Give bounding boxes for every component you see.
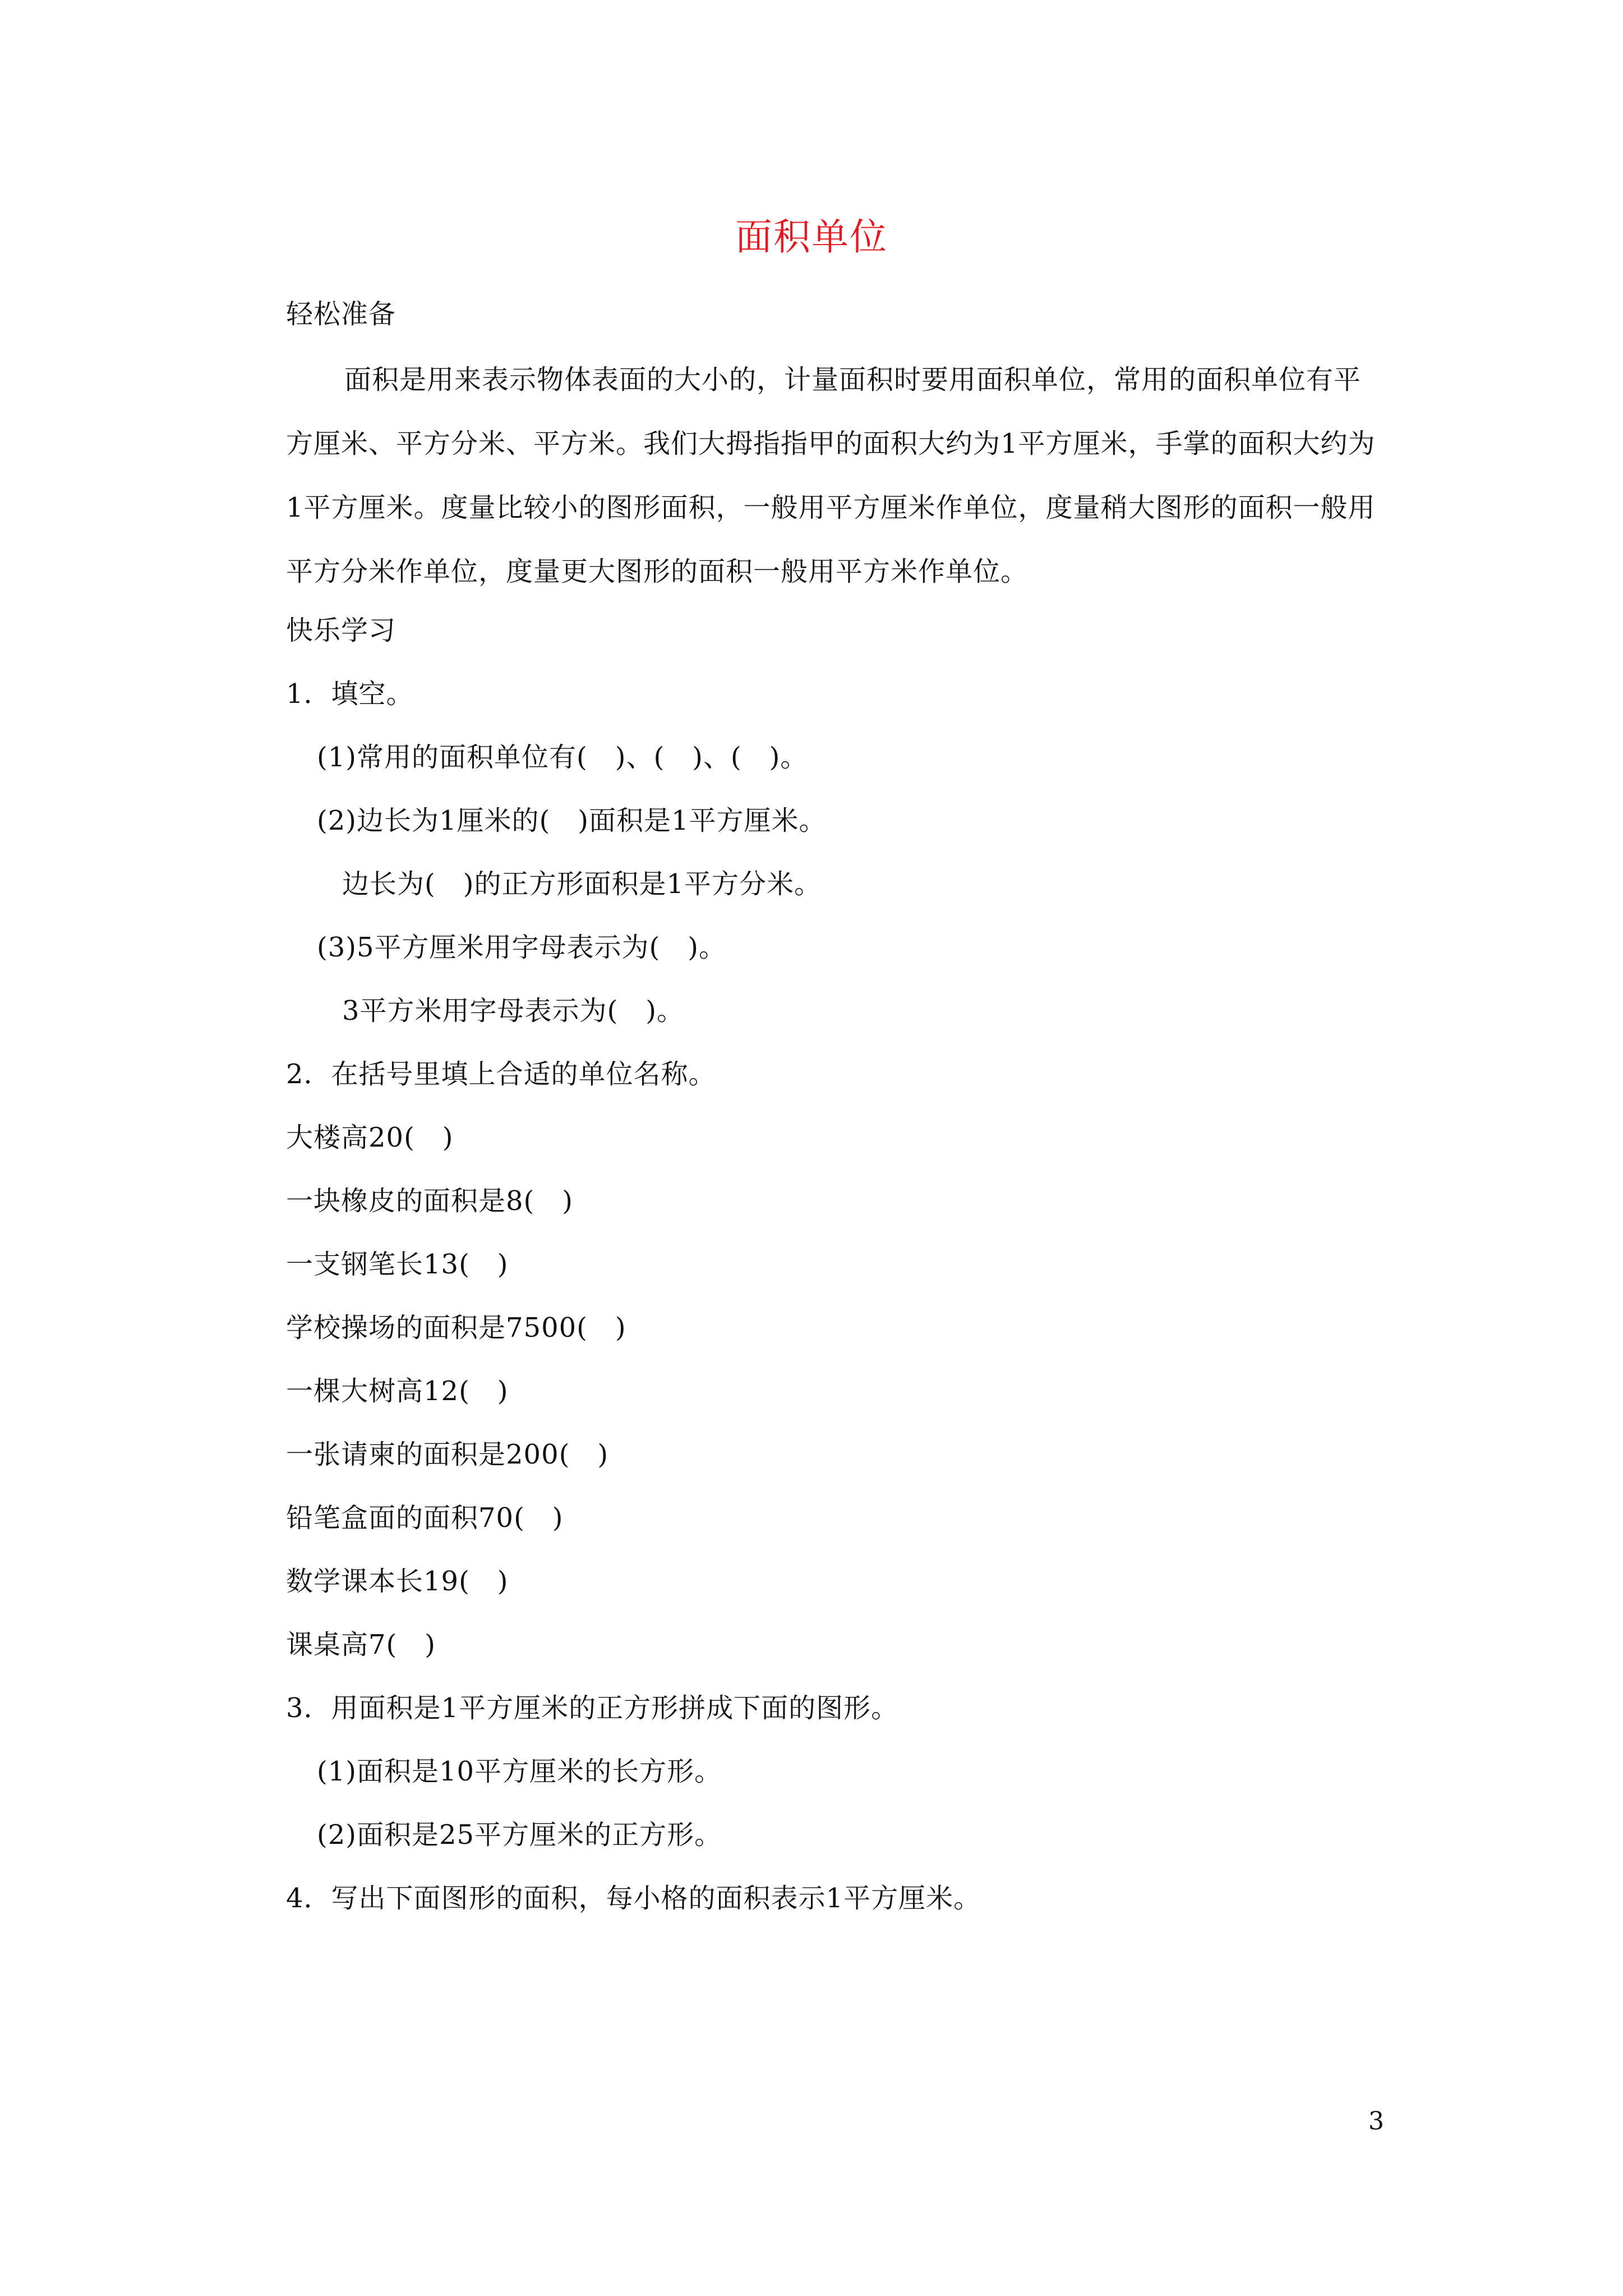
question-4-heading: 4．写出下面图形的面积，每小格的面积表示1平方厘米。 <box>286 1883 981 1914</box>
question-3-heading: 3．用面积是1平方厘米的正方形拼成下面的图形。 <box>286 1692 899 1724</box>
question-2-item: 课桌高7( ) <box>286 1629 436 1660</box>
section-heading-learn: 快乐学习 <box>286 615 396 646</box>
question-3-item: (1)面积是10平方厘米的长方形。 <box>317 1756 722 1787</box>
question-2-item: 一棵大树高12( ) <box>286 1375 509 1407</box>
section-heading-prep: 轻松准备 <box>286 298 396 330</box>
question-2-item: 大楼高20( ) <box>286 1122 454 1153</box>
question-1-item: 边长为( )的正方形面积是1平方分米。 <box>342 868 822 900</box>
question-2-item: 数学课本长19( ) <box>286 1566 509 1597</box>
question-1-item: (1)常用的面积单位有( )、( )、( )。 <box>317 742 808 773</box>
question-2-item: 一块橡皮的面积是8( ) <box>286 1185 573 1217</box>
question-1-item: (2)边长为1厘米的( )面积是1平方厘米。 <box>317 805 827 836</box>
question-2-item: 铅笔盒面的面积70( ) <box>286 1502 564 1534</box>
page-number: 3 <box>1368 2107 1384 2136</box>
question-1-item: 3平方米用字母表示为( )。 <box>342 995 684 1027</box>
question-2-item: 一张请柬的面积是200( ) <box>286 1439 609 1470</box>
question-1-heading: 1．填空。 <box>286 678 414 710</box>
page-title: 面积单位 <box>735 215 888 259</box>
question-2-item: 一支钢笔长13( ) <box>286 1249 509 1280</box>
question-2-item: 学校操场的面积是7500( ) <box>286 1312 626 1343</box>
intro-paragraph-text: 面积是用来表示物体表面的大小的，计量面积时要用面积单位，常用的面积单位有平方厘米、平方分米、平方米。我们大拇指指甲的面积大约为1平方厘米，手掌的面积大约为1平方厘米。度量比较小的图形面积，一般用平方厘米作单位，度量稍大图形的面积一般用平方分米作单位，度量更大图形的面积一般用平方米作单位。 <box>286 364 1376 587</box>
question-1-item: (3)5平方厘米用字母表示为( )。 <box>317 932 726 963</box>
question-2-heading: 2．在括号里填上合适的单位名称。 <box>286 1059 716 1090</box>
intro-paragraph <box>286 348 1380 604</box>
question-3-item: (2)面积是25平方厘米的正方形。 <box>317 1819 722 1851</box>
